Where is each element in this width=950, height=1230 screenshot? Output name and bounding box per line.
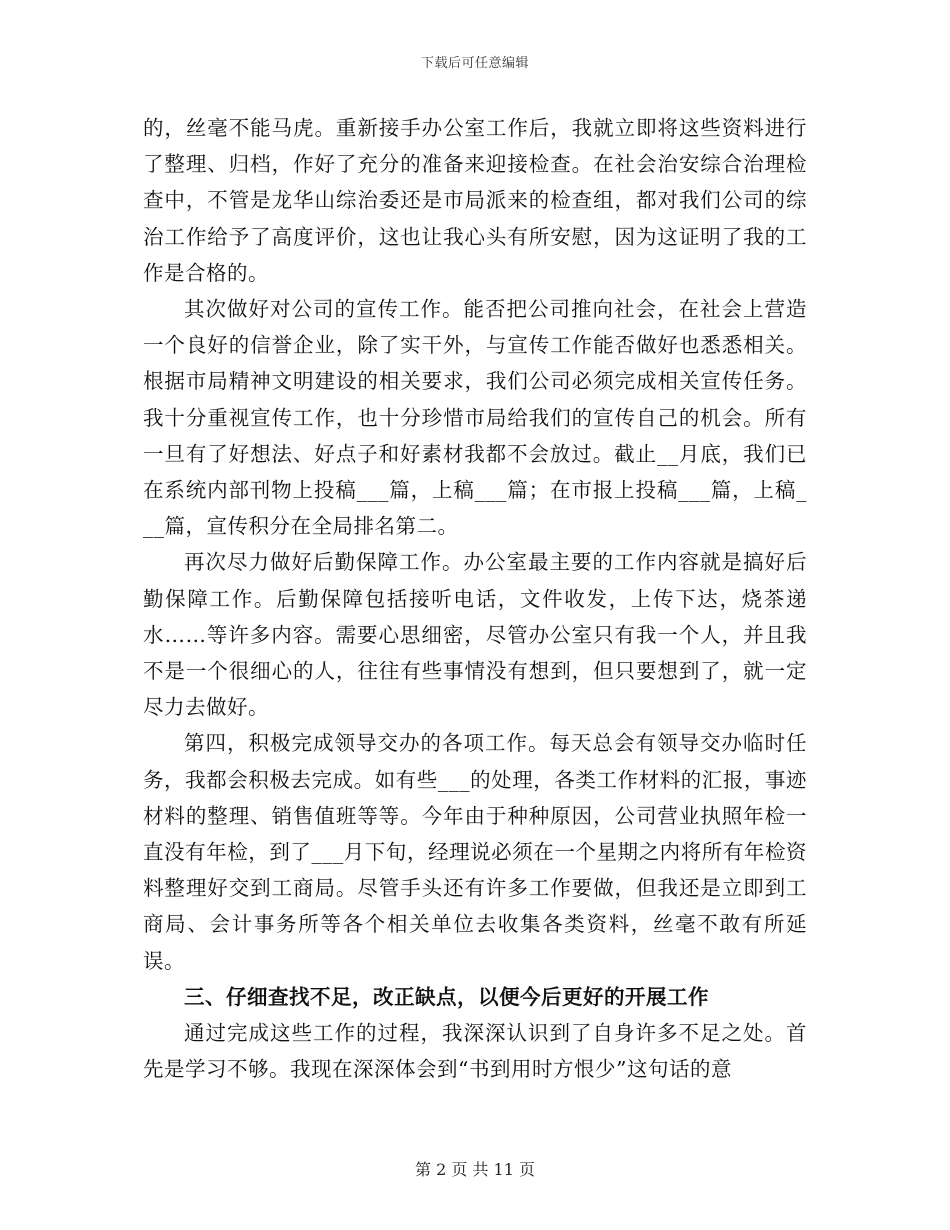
paragraph-continuation: 的，丝毫不能马虎。重新接手办公室工作后，我就立即将这些资料进行了整理、归档，作好了充分的准备来迎接检查。在社会治安综合治理检查中，不管是龙华山综治委还是市局派来的检查组，都对我们公司的综治工作给予了高度评价，这也让我心头有所安慰，因为这证明了我的工作是合格的。 (143, 116, 807, 285)
document-body (143, 110, 807, 1087)
page-number-footer: 第 2 页 共 11 页 (415, 1160, 535, 1179)
paragraph-shortcomings: 通过完成这些工作的过程，我深深认识到了自身许多不足之处。首先是学习不够。我现在深深体会到“书到用时方恨少”这句话的意 (143, 1021, 807, 1082)
paragraph-publicity-work: 其次做好对公司的宣传工作。能否把公司推向社会，在社会上营造一个良好的信誉企业，除了实干外，与宣传工作能否做好也悉悉相关。根据市局精神文明建设的相关要求，我们公司必须完成相关宣传任务。我十分重视宣传工作，也十分珍惜市局给我们的宣传自己的机会。所有一旦有了好想法、好点子和好素材我都不会放过。截止__月底，我们已在系统内部刊物上投稿___篇，上稿___篇；在市报上投稿___篇，上稿___篇，宣传积分在全局排名第二。 (143, 297, 807, 539)
paragraph-leadership-tasks: 第四，积极完成领导交办的各项工作。每天总会有领导交办临时任务，我都会积极去完成。如有些___的处理，各类工作材料的汇报，事迹材料的整理、销售值班等等。今年由于种种原因，公司营业执照年检一直没有年检，到了___月下旬，经理说必须在一个星期之内将所有年检资料整理好交到工商局。尽管手头还有许多工作要做，但我还是立即到工商局、会计事务所等各个相关单位去收集各类资料，丝毫不敢有所延误。 (143, 731, 807, 973)
section-heading: 三、仔细查找不足，改正缺点，以便今后更好的开展工作 (184, 984, 709, 1009)
paragraph-logistics-work: 再次尽力做好后勤保障工作。办公室最主要的工作内容就是搞好后勤保障工作。后勤保障包括接听电话，文件收发，上传下达，烧茶递水……等许多内容。需要心思细密，尽管办公室只有我一个人，并且我不是一个很细心的人，往往有些事情没有想到，但只要想到了，就一定尽力去做好。 (143, 550, 807, 720)
page-header-note: 下载后可任意编辑 (420, 56, 529, 71)
